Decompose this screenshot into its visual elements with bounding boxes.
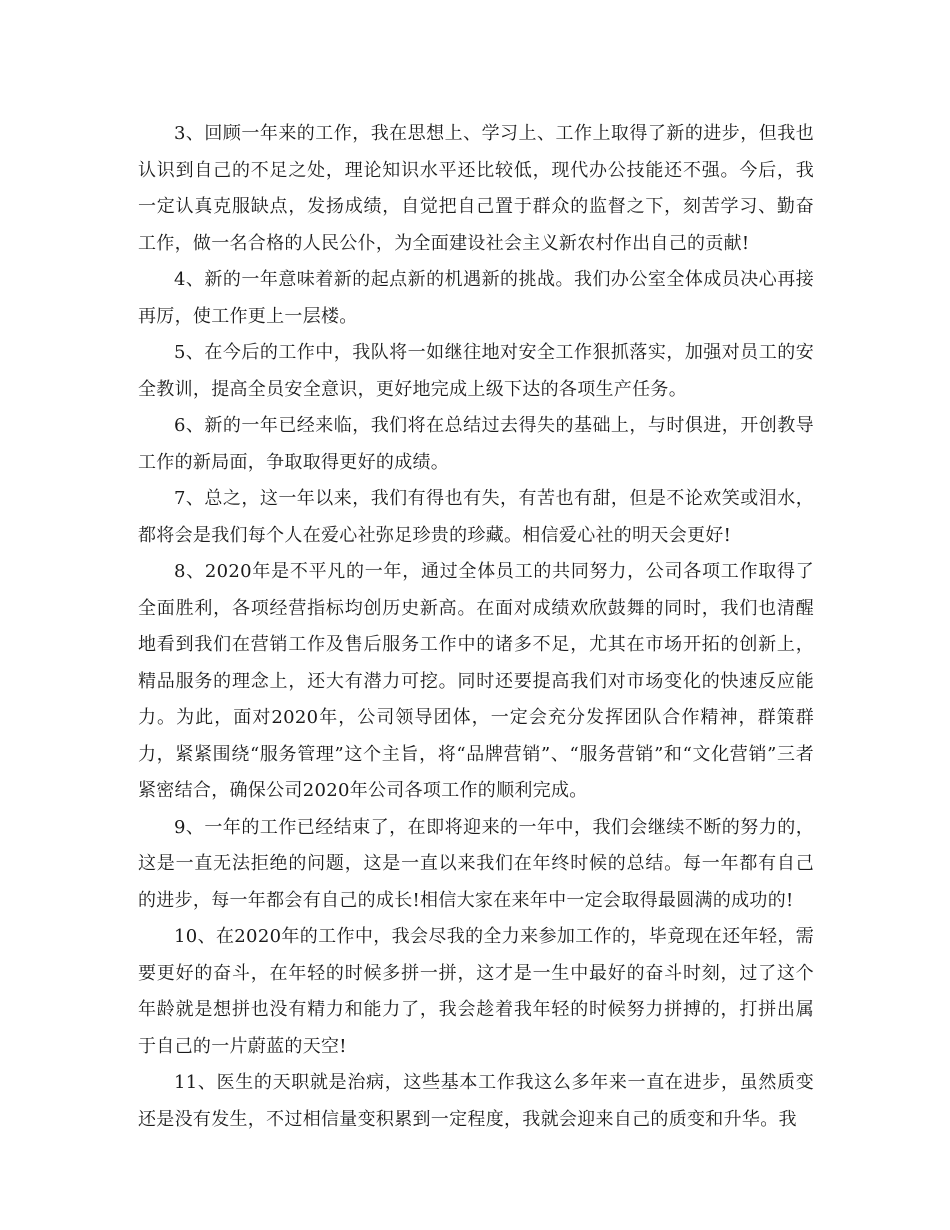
paragraph-11: 11、医生的天职就是治病，这些基本工作我这么多年来一直在进步，虽然质变还是没有发生，不过相信量变积累到一定程度，我就会迎来自己的质变和升华。我 bbox=[138, 1072, 814, 1130]
paragraph-4: 4、新的一年意味着新的起点新的机遇新的挑战。我们办公室全体成员决心再接再厉，使工作更上一层楼。 bbox=[138, 269, 814, 327]
paragraph-7: 7、总之，这一年以来，我们有得也有失，有苦也有甜，但是不论欢笑或泪水，都将会是我们每个人在爱心社弥足珍贵的珍藏。相信爱心社的明天会更好! bbox=[138, 488, 814, 546]
document-body bbox=[138, 116, 814, 1138]
paragraph-3: 3、回顾一年来的工作，我在思想上、学习上、工作上取得了新的进步，但我也认识到自己的不足之处，理论知识水平还比较低，现代办公技能还不强。今后，我一定认真克服缺点，发扬成绩，自觉把自己置于群众的监督之下，刻苦学习、勤奋工作，做一名合格的人民公仆，为全面建设社会主义新农村作出自己的贡献! bbox=[138, 123, 814, 254]
paragraph-10: 10、在2020年的工作中，我会尽我的全力来参加工作的，毕竟现在还年轻，需要更好的奋斗，在年轻的时候多拼一拼，这才是一生中最好的奋斗时刻，过了这个年龄就是想拼也没有精力和能力了，我会趁着我年轻的时候努力拼搏的，打拼出属于自己的一片蔚蓝的天空! bbox=[138, 926, 814, 1057]
paragraph-6: 6、新的一年已经来临，我们将在总结过去得失的基础上，与时俱进，开创教导工作的新局面，争取取得更好的成绩。 bbox=[138, 415, 814, 473]
paragraph-8: 8、2020年是不平凡的一年，通过全体员工的共同努力，公司各项工作取得了全面胜利，各项经营指标均创历史新高。在面对成绩欢欣鼓舞的同时，我们也清醒地看到我们在营销工作及售后服务工作中的诸多不足，尤其在市场开拓的创新上，精品服务的理念上，还大有潜力可挖。同时还要提高我们对市场变化的快速反应能力。为此，面对2020年，公司领导团体，一定会充分发挥团队合作精神，群策群力，紧紧围绕“服务管理”这个主旨，将“品牌营销”、“服务营销”和“文化营销”三者紧密结合，确保公司2020年公司各项工作的顺利完成。 bbox=[138, 561, 814, 801]
paragraph-9: 9、一年的工作已经结束了，在即将迎来的一年中，我们会继续不断的努力的，这是一直无法拒绝的问题，这是一直以来我们在年终时候的总结。每一年都有自己的进步，每一年都会有自己的成长!相信大家在来年中一定会取得最圆满的成功的! bbox=[138, 816, 814, 911]
paragraph-5: 5、在今后的工作中，我队将一如继往地对安全工作狠抓落实，加强对员工的安全教训，提高全员安全意识，更好地完成上级下达的各项生产任务。 bbox=[138, 342, 814, 400]
